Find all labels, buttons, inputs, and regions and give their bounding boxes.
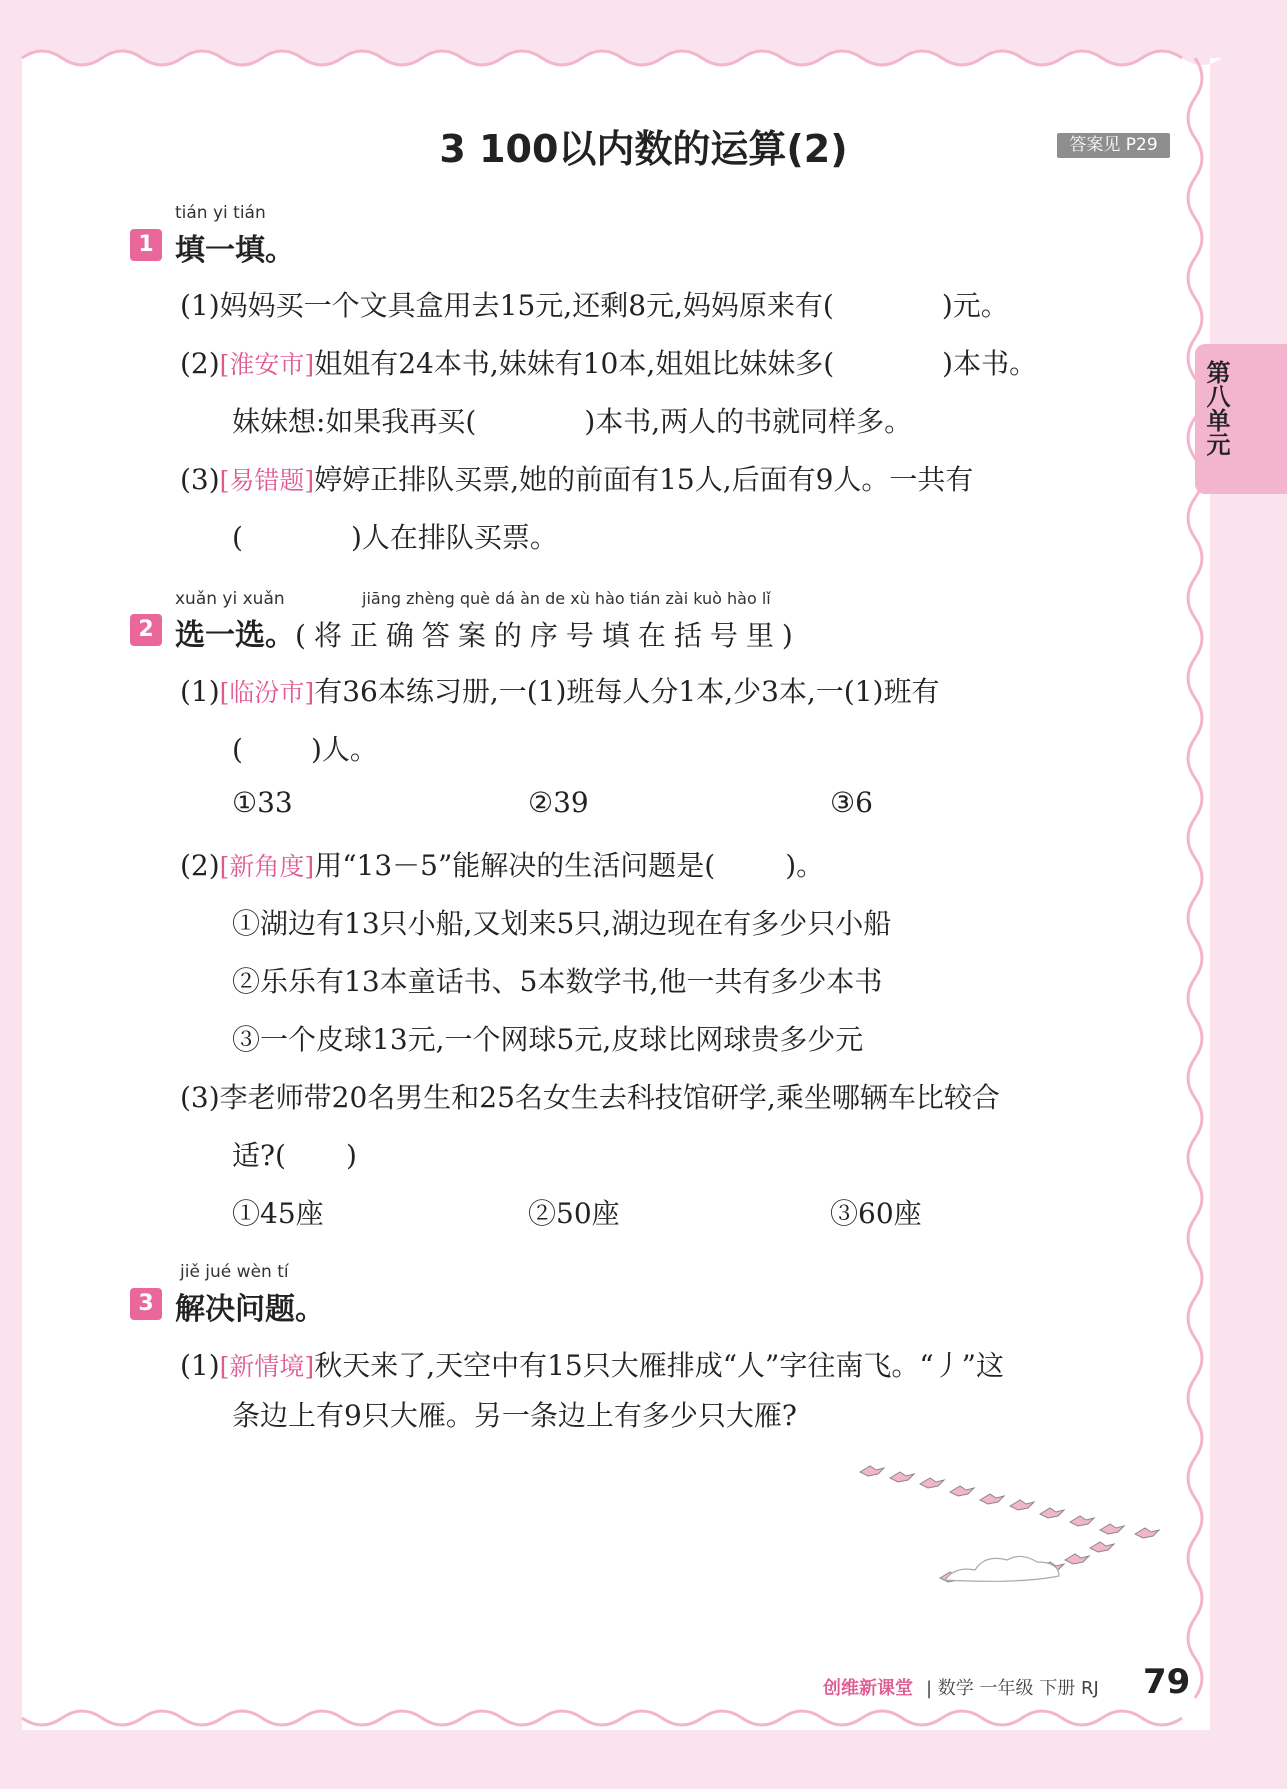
s3-q1 <box>180 1344 1004 1384</box>
s1-q2-line2 <box>232 400 912 440</box>
s2-q3-line2 <box>232 1134 357 1174</box>
page-title: 3 100以内数的运算(2) <box>439 127 848 171</box>
s2-q2-tag: [新角度] <box>219 852 315 881</box>
s2-q3: (3)李老师带20名男生和25名女生去科技馆研学,乘坐哪辆车比较合 <box>180 1081 1000 1114</box>
footer-book-info: | 数学 一年级 下册 RJ <box>926 1678 1099 1699</box>
s1-q2-number: (2) <box>180 347 220 380</box>
s2-q1-line2-text: )人。 <box>310 733 378 766</box>
s2-q3-line2-close: ) <box>345 1139 357 1172</box>
s3-q1-line2: 条边上有9只大雁。另一条边上有多少只大雁? <box>232 1399 797 1432</box>
s1-q2-text-end: )本书。 <box>942 347 1038 380</box>
section-3-title: 解决问题。 <box>175 1292 325 1327</box>
page-number: 79 <box>1143 1662 1191 1702</box>
s2-q1-number: (1) <box>180 675 220 708</box>
s1-q3-tag: [易错题] <box>219 466 315 495</box>
s1-q3 <box>180 458 973 498</box>
s2-q3-line2-text: 适?( <box>232 1139 286 1172</box>
s2-q1-option-2[interactable]: ②39 <box>528 786 589 819</box>
s1-q2-line2-text: 妹妹想:如果我再买( <box>232 405 477 438</box>
s2-q1-line2 <box>232 728 378 768</box>
s1-q2 <box>180 342 1037 382</box>
s3-q1-number: (1) <box>180 1349 220 1382</box>
s1-q2-line2-text-end: )本书,两人的书就同样多。 <box>584 405 913 438</box>
s2-q3-option-3[interactable]: ③60座 <box>830 1197 922 1230</box>
section-1-title: 填一填。 <box>175 233 295 268</box>
s1-q3-line2-text: )人在排队买票。 <box>350 521 558 554</box>
section-3-pinyin: jiě jué wèn tí <box>180 1262 289 1282</box>
s1-q2-text: 姐姐有24本书,妹妹有10本,姐姐比妹妹多( <box>314 347 835 380</box>
answer-reference-badge: 答案见 P29 <box>1057 133 1170 158</box>
s1-q3-line2 <box>232 516 558 556</box>
s1-q1-text-end: )元。 <box>941 289 1009 322</box>
s2-q1 <box>180 670 939 710</box>
geese-illustration <box>850 1450 1180 1600</box>
section-2-note-pinyin: jiāng zhèng què dá àn de xù hào tián zài kuò hào lǐ <box>362 589 771 608</box>
s2-q2-text-end: )。 <box>785 849 825 882</box>
s2-q1-option-1[interactable]: ①33 <box>232 786 293 819</box>
section-3-number-badge: 3 <box>130 1288 162 1320</box>
s1-q3-line2-open: ( <box>232 521 243 554</box>
section-1-number-badge: 1 <box>130 229 162 261</box>
s2-q1-option-3[interactable]: ③6 <box>830 786 873 819</box>
s1-q1-text: (1)妈妈买一个文具盒用去15元,还剩8元,妈妈原来有( <box>180 289 834 322</box>
s2-q1-tag: [临汾市] <box>219 678 315 707</box>
s1-q3-number: (3) <box>180 463 220 496</box>
s2-q3-option-2[interactable]: ②50座 <box>528 1197 620 1230</box>
s2-q2-text: 用“13－5”能解决的生活问题是( <box>314 849 716 882</box>
unit-tab-label: 第八单元 <box>1202 360 1230 456</box>
section-2-instruction: (将正确答案的序号填在括号里) <box>295 619 801 652</box>
footer-brand: 创维新课堂 <box>823 1678 913 1699</box>
section-1-pinyin: tián yi tián <box>175 203 266 223</box>
s2-q2-number: (2) <box>180 849 220 882</box>
s2-q3-option-1[interactable]: ①45座 <box>232 1197 324 1230</box>
s3-q1-text: 秋天来了,天空中有15只大雁排成“人”字往南飞。“丿”这 <box>314 1349 1004 1382</box>
s1-q1 <box>180 284 1009 324</box>
s1-q3-text: 婷婷正排队买票,她的前面有15人,后面有9人。一共有 <box>314 463 974 496</box>
s2-q2-option-2[interactable]: ②乐乐有13本童话书、5本数学书,他一共有多少本书 <box>232 965 883 998</box>
section-2-number-badge: 2 <box>130 614 162 646</box>
s2-q2-option-1[interactable]: ①湖边有13只小船,又划来5只,湖边现在有多少只小船 <box>232 907 892 940</box>
s2-q2 <box>180 844 824 884</box>
s2-q1-text: 有36本练习册,一(1)班每人分1本,少3本,一(1)班有 <box>314 675 940 708</box>
s3-q1-tag: [新情境] <box>219 1352 315 1381</box>
section-2-title <box>175 610 801 654</box>
s2-q2-option-3[interactable]: ③一个皮球13元,一个网球5元,皮球比网球贵多少元 <box>232 1023 864 1056</box>
s2-q1-line2-open: ( <box>232 733 243 766</box>
s1-q2-tag: [淮安市] <box>219 350 315 379</box>
section-2-pinyin: xuǎn yi xuǎn <box>175 589 285 609</box>
section-2-title-text: 选一选。 <box>175 618 295 653</box>
